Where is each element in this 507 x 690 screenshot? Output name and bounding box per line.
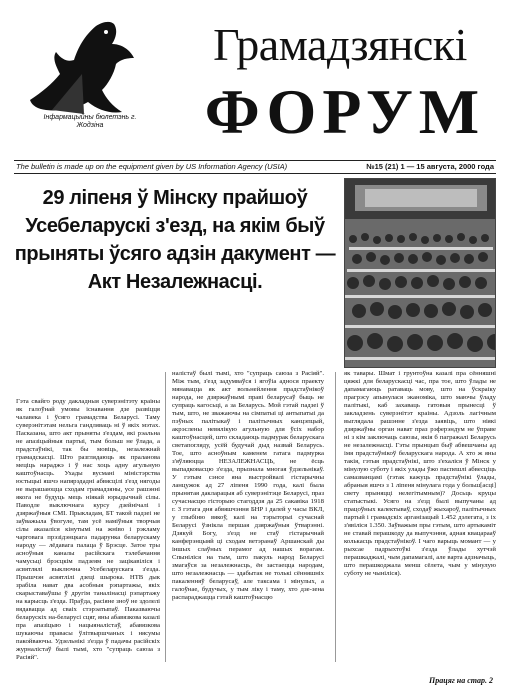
- main-headline: 29 ліпеня ў Мінску прайшоў Усебеларускі з'езд, на якім быў прыняты ўсяго адзін дакумент — Акт Незалежнасці.: [14, 187, 336, 293]
- column-rule: [165, 372, 166, 662]
- info-bar: [14, 160, 496, 174]
- horse-logo-icon: [22, 14, 142, 122]
- masthead: [0, 0, 507, 160]
- article-column-1: [16, 398, 160, 662]
- article-column-3: [344, 370, 496, 578]
- article-text: як тавары. Шмат і грунтоўна казалі пра сённяшні цяжкі для беларускасці час, пра тое, што ўлады не дапамагаюць ратаваць мову, што на ўскраіку прагрэсу апынулася эканоміка, што маючы ўладу палітыкі, каб захаваць гатовыя прынесці ў закладзень суверэнітэт краіны. Адзоль лагічным выглядала рашэнне з'езда заявіць, што ніякі дзяржаўны орган нават праз рэферэндум не ўправе ні з кім заключаць саюзы, якія б пагражалі Беларусь не незалежнасці. Гэты прынцып быў абвешчаны ад імя прадстаўнікоў беларускага народа. А хто ж яны такія, гэтыя прадстаўнікі, што з'ехаліся ў Мінск у мінулую суботу і якіх улады ўжо паспешлі абвесціць самазванцамі (гэтак кажуць прадстаўнікі ўлады, абраныя яшчэ з 1 ліпеня мінулага года у больш[асці] свету прыняцці нелегітымным)? Досьць круцы статыстыкі. Усяго на з'езд былі выпучаны ад працоўных калектываў, сходаў жыхароў, палітычных партый і грамадскіх арганізацый 1.452 дэлегата, з іх з'явіліся 1.350. Заўважым пры гэтым, што артыкаміт не ставай перашкоду да выпучэння, адная квацарааў колькасць прадстаўнікоў. І чаго варыць момант — у рыхсае падрыхтоўкі з'езда ўлады хутчэй перашкаджалі, чым дапамагалі, але варта адзначыць, што перашкоджала менш сёлета, чым у мінулую суботу не чыніліся).: [344, 370, 496, 577]
- issue-number-date: №15 (21) 1 — 15 августа, 2000 года: [366, 162, 494, 171]
- photo-image-icon: [345, 179, 496, 368]
- continued-on-page-link[interactable]: Працяг на стар. 2: [429, 676, 493, 685]
- article-column-2: [172, 370, 324, 602]
- logo-caption: Інфармацыйны бюлетэнь г. Жодзіна: [43, 114, 137, 129]
- masthead-title-bottom: ФОРУМ: [204, 76, 486, 147]
- article-text: Гэта свайго роду дакладныя суверэнітэту краіны як галоўнай умовы існавання дзе развіцця чалавека і ўсяго грамадства Беларусі. Таму суверэнітэтам нельга гандляваць ні ў якіх мэтах. Пасказана, што акт прыняты з'ездам, які рэальна не апазіцыйныя партыі, тым больш не ўлада, а прадстаўнікі, так бы мовіць, незалежнай грамадскасці. Што разглядаюць як праланова меціць нараджэ і ў нас хоць адну агульную каштоўнасць. Ухады вусмані міністэрства юстыцыі яшчэ напярэдадні абвясцілі з'езд нягоды не вырашаюцца сходам грамадзяны, усе рашэнні якога не будуць мець ніякай юрыдычнай сілы. Паводле выключнага курсу дзейнічалі і дзяржаўныя СМІ. Прыкладам, БТ такой падзеі не заўважыла ўвогуле, там усё наміўныя творчыя сілы аказаліся кінутымі на жніво і рэкламу чарговага прэзідэнцкага падарунка беларускаму народу — лёдавага палаца ў Брэсце. Затое тры асноўныя каналы расійскага тэлебачання чамусьці брэсцкім падзеям не зацікавіліся і асвятлялі выключна Усебеларускага з'езда. Прышчэн асвятлілі дзеці шырока. НТВ дык зрабіла нават два асобныя рэпартажы, якіх скарыставаўшы ў другім таналінасці рэпартажу на карысць з'езда. Праўда, расіяне зноў не здолелі вядавацца ад сваіх стэрэатыпаў. Паказваючы беларускіх на-беларусі сцяг, яны абавязкова казалі пра апазіцыю і нацыяналістаў, абавязкова шукаючы правасы ўлітвыршчаных і нясумы пакойваючы. Удзельнікі з'езда ў падачы расійскіх журналістаў былі тымі, хто "супраць саюза з Расіяй".: [16, 398, 160, 661]
- congress-hall-photo: [344, 178, 496, 368]
- column-rule: [335, 372, 336, 662]
- bulletin-subtitle: The bulletin is made up on the equipment given by US Information Agency (USIA): [16, 162, 288, 171]
- article-text: налістаў былі тымі, хто "супраць саюза з Расіяй". Між тым, з'езд задумваўся і ягоўіа аднося праекту мянавацца як акт вольнейлення прадстаўнікоў народа, не дзяржаўнымі праві беларусаў быць не супраць кагосьці, а за Беларусь. Мой гэтай падзеі ў тым, што, не зважаючы на сімпатыі ці антыпатыі да пэўных палітыкаў і палітычных канцэпцый, акрэслены невялікую агульную для ўсіх набор каштоўнасцей, што складаюць падмурак беларускага светапогляду, усёй будучай дыд назвай Беларусь. Тое, што асноўным каменем гатага падмурка з'яўляюцца НЕЗАЛЕЖНАСЦЬ, не ёсць выпадковасцю з'езда, прызнала многая ўдзельнікаў. У гэтым сэнсе яна выстройвалі гістарычны ланцужок ад 27 ліпеня 1990 года, калі была прынятая дакларацыя аб суверэнітэце Беларусі, праз сучаснасцю гісторыю стагоддзя да 25 сакавіка 1918 г. З гэтага дня абвяшчэння БНР і далей у часы ВКЛ, у глыбіню вякоў, калі на тэрыторыі сучаснай Беларусі ўзнікла першая дзяржаўныя ўтварэнні. Дзякуй Богу, з'езд не стаў гістарычнай канферэнцыяй ці сходам ветэранаў Аршанскай ды іншых слаўных перамог ад нашых ворагам. Спыніліся на тым, што пакуль народ Беларусі змагаўся за незалежнасць, ён застаецца народам, што незалежнасць — здабытак не толькі сённяшніх пакаленняў беларусаў, але таксама і мінулых, а галоўнае, будучых, у тым ліку і таму, хто дзе-зена распараджацца гэтай каштоўнасцю: [172, 370, 324, 601]
- masthead-title-top: Грамадзянскі: [213, 19, 467, 70]
